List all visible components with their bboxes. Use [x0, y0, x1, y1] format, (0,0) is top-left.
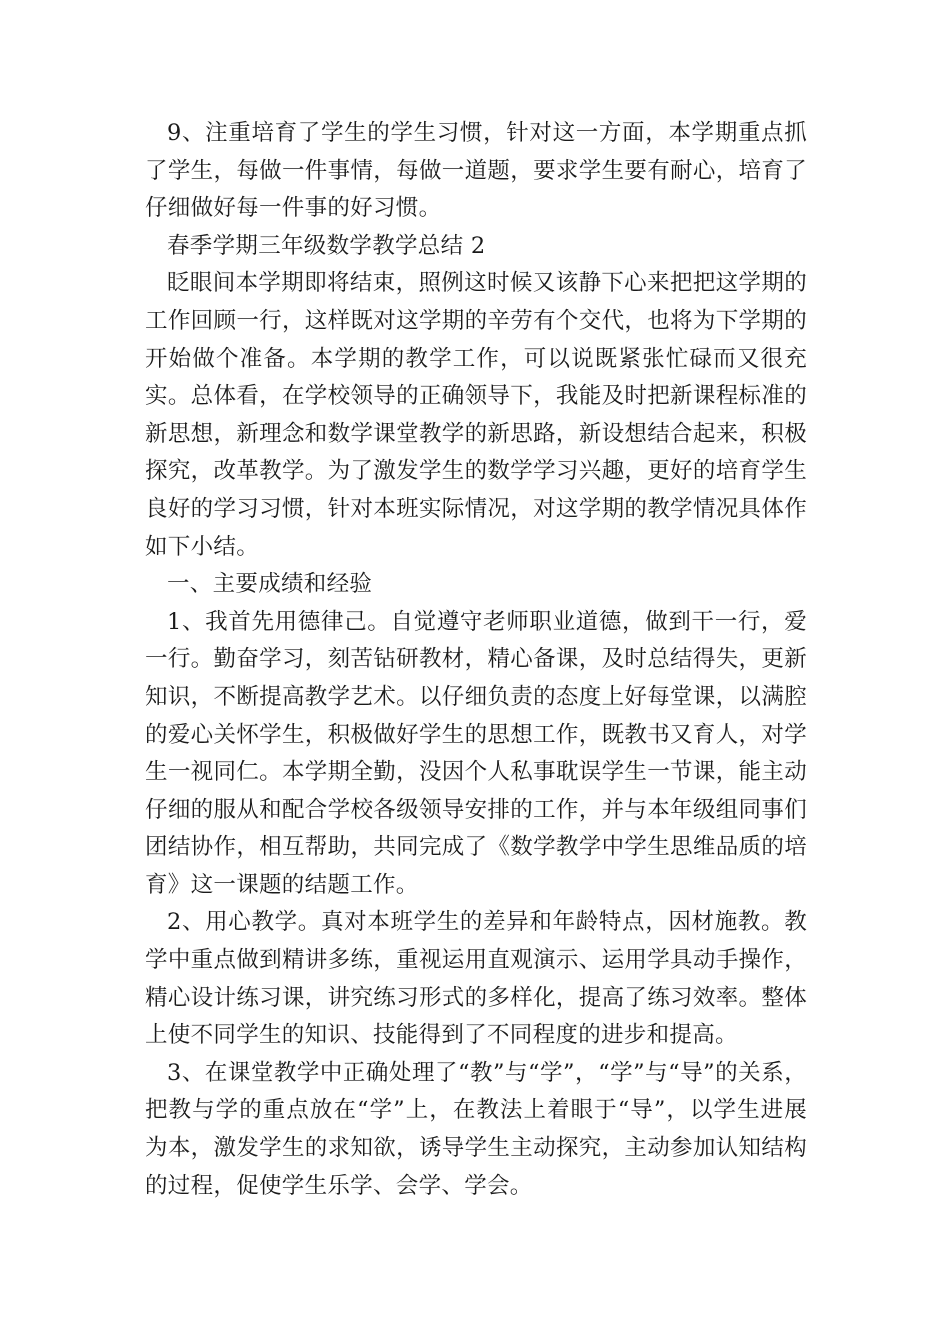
section-title-summary-2: 春季学期三年级数学教学总结 2 [167, 232, 486, 259]
paragraph-item-9: 9、注重培育了学生的学生习惯，针对这一方面，本学期重点抓了学生，每做一件事情，每做一道题，要求学生要有耐心，培育了仔细做好每一件事的好习惯。 [145, 120, 807, 222]
section-heading-achievements: 一、主要成绩和经验 [167, 571, 373, 598]
paragraph-item-3: 3、在课堂教学中正确处理了“教”与“学”，“学”与“导”的关系，把教与学的重点放在“学”上，在教法上着眼于“导”，以学生进展为本，激发学生的求知欲，诱导学生主动探究，主动参加认知结构的过程，促使学生乐学、会学、学会。 [145, 1059, 807, 1199]
intro-paragraph: 眨眼间本学期即将结束，照例这时候又该静下心来把把这学期的工作回顾一行，这样既对这学期的辛劳有个交代，也将为下学期的开始做个准备。本学期的教学工作，可以说既紧张忙碌而又很充实。总体看，在学校领导的正确领导下，我能及时把新课程标准的新思想，新理念和数学课堂教学的新思路，新设想结合起来，积极探究，改革教学。为了激发学生的数学学习兴趣，更好的培育学生良好的学习习惯，针对本班实际情况，对这学期的教学情况具体作如下小结。 [145, 270, 807, 560]
document-body [145, 115, 807, 1205]
paragraph-item-2: 2、用心教学。真对本班学生的差异和年龄特点，因材施教。教学中重点做到精讲多练，重视运用直观演示、运用学具动手操作，精心设计练习课，讲究练习形式的多样化，提高了练习效率。整体上使不同学生的知识、技能得到了不同程度的进步和提高。 [145, 909, 807, 1049]
paragraph-item-1: 1、我首先用德律己。自觉遵守老师职业道德，做到干一行，爱一行。勤奋学习，刻苦钻研教材，精心备课，及时总结得失，更新知识，不断提高教学艺术。以仔细负责的态度上好每堂课，以满腔的爱心关怀学生，积极做好学生的思想工作，既教书又育人，对学生一视同仁。本学期全勤，没因个人私事耽误学生一节课，能主动仔细的服从和配合学校各级领导安排的工作，并与本年级组同事们团结协作，相互帮助，共同完成了《数学教学中学生思维品质的培育》这一课题的结题工作。 [145, 608, 807, 898]
